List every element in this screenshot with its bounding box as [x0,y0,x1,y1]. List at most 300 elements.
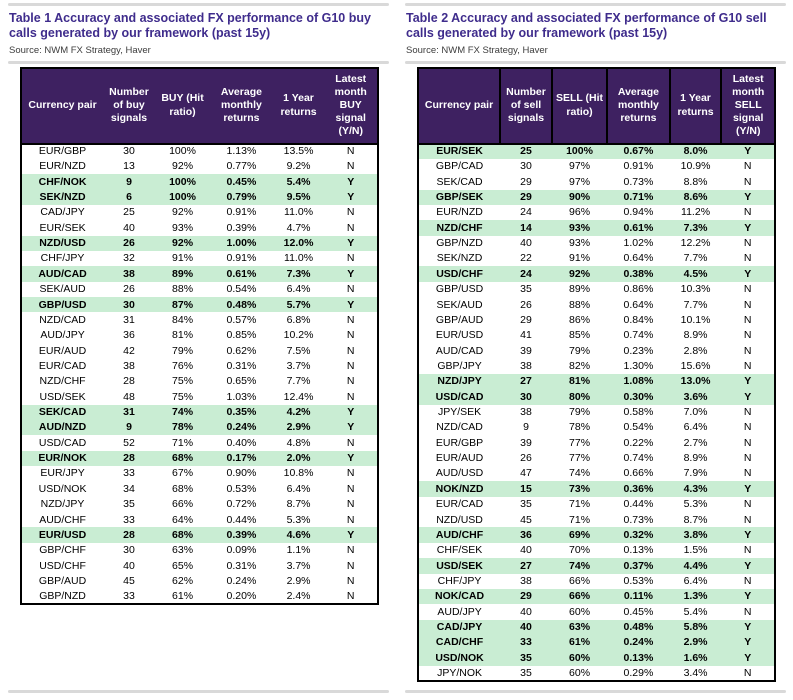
value-cell: 40 [520,237,532,250]
value-cell: 14 [520,221,532,234]
value-cell: 100% [169,175,196,188]
value-cell: 31 [123,313,135,326]
table-row [21,144,378,159]
value-cell: 40 [520,621,532,634]
value-cell: 5.8% [683,621,708,634]
value-cell: N [743,359,752,372]
value-cell: 11.0% [284,206,314,219]
value-cell: 9.5% [286,191,311,203]
value-cell: 0.13% [623,544,654,557]
value-cell: Y [744,559,752,572]
value-cell: 81% [172,329,194,342]
value-cell: 0.71% [623,191,654,203]
currency-pair-cell: CHF/NOK [38,175,87,188]
value-cell: 92% [172,237,194,250]
value-cell: 2.9% [286,421,311,434]
table-row [418,159,775,174]
value-cell: 81% [569,375,591,388]
value-cell: 8.6% [683,191,708,203]
value-cell: 0.77% [226,160,257,173]
value-cell: 0.67% [623,145,654,158]
value-cell: 89% [172,267,194,280]
value-cell: N [346,329,355,342]
value-cell: 1.6% [683,651,708,664]
currency-pair-cell: EUR/GBP [435,436,484,449]
table-row [418,343,775,358]
value-cell: N [743,406,752,419]
value-cell: 1.02% [623,237,654,250]
table-row [21,558,378,573]
value-cell: 88% [569,298,591,311]
value-cell: 96% [569,206,591,219]
currency-pair-cell: NZD/JPY [437,375,482,388]
value-cell: 38 [123,359,135,372]
value-cell: N [346,574,355,587]
value-cell: 0.74% [623,329,654,342]
value-cell: 33 [123,513,135,526]
value-cell: 6.4% [683,574,708,587]
value-cell: N [346,160,355,173]
value-cell: N [743,421,752,434]
value-cell: 5.7% [286,298,311,311]
currency-pair-cell: EUR/NZD [436,206,483,219]
column-header: Currency pair [21,68,103,144]
table-row [21,527,378,542]
value-cell: 41 [520,329,532,342]
value-cell: Y [347,237,355,250]
value-cell: 89% [569,283,591,296]
value-cell: 28 [123,375,135,388]
value-cell: 33 [520,636,532,649]
value-cell: 4.6% [286,528,311,541]
value-cell: 30 [520,160,532,173]
value-cell: Y [744,390,752,403]
value-cell: 22 [520,252,532,265]
currency-pair-cell: USD/CHF [39,559,86,572]
currency-pair-cell: CHF/JPY [437,574,482,587]
value-cell: 3.8% [683,528,708,541]
value-cell: 93% [569,237,591,250]
value-cell: 0.90% [226,467,257,480]
table-row [418,205,775,220]
value-cell: 35 [520,651,532,664]
value-cell: 15 [520,482,532,495]
table-row [418,420,775,435]
value-cell: N [743,283,752,296]
currency-pair-cell: GBP/AUD [38,574,87,587]
table-row [21,574,378,589]
value-cell: 3.7% [286,359,311,372]
value-cell: 0.74% [623,452,654,465]
table-row [418,543,775,558]
value-cell: 100% [169,191,196,203]
value-cell: 25 [123,206,135,219]
value-cell: 40 [520,605,532,618]
table-row [21,374,378,389]
value-cell: 61% [569,636,591,649]
value-cell: 80% [569,390,591,403]
value-cell: 40 [123,559,135,572]
value-cell: 1.03% [226,390,257,403]
currency-pair-cell: USD/NOK [38,482,87,495]
currency-pair-cell: GBP/SEK [435,191,484,203]
value-cell: 92% [172,206,194,219]
currency-pair-cell: NZD/USD [436,513,483,526]
table-row [418,174,775,189]
currency-pair-cell: SEK/NZD [436,252,483,265]
table-row [21,251,378,266]
value-cell: 3.7% [286,559,311,572]
currency-pair-cell: AUD/NZD [38,421,87,434]
currency-pair-cell: GBP/CHF [39,544,86,557]
currency-pair-cell: EUR/CAD [38,359,87,372]
value-cell: 5.4% [286,175,311,188]
value-cell: N [743,605,752,618]
column-header: 1 Year returns [670,68,722,144]
value-cell: 0.35% [226,406,257,419]
value-cell: 11.0% [284,252,314,265]
value-cell: Y [347,298,355,311]
table-row [21,420,378,435]
value-cell: 7.9% [683,467,708,480]
value-cell: 29 [520,175,532,188]
currency-pair-cell: USD/CAD [38,436,87,449]
value-cell: 2.8% [683,344,708,357]
currency-pair-cell: GBP/JPY [437,359,482,372]
value-cell: 1.00% [226,237,257,250]
value-cell: 10.9% [680,160,711,173]
table-row [21,282,378,297]
table-row [21,328,378,343]
value-cell: 74% [172,406,194,419]
table-row [418,589,775,604]
value-cell: 6.8% [286,313,311,326]
value-cell: 29 [520,590,532,603]
value-cell: 64% [172,513,194,526]
value-cell: 60% [569,666,591,679]
value-cell: 68% [172,452,194,465]
value-cell: N [743,175,752,188]
value-cell: N [743,252,752,265]
value-cell: 35 [520,283,532,296]
value-cell: 4.7% [286,221,311,234]
value-cell: 7.0% [683,406,708,419]
table-row [21,543,378,558]
value-cell: N [743,574,752,587]
table-row [21,481,378,496]
value-cell: 71% [172,436,194,449]
value-cell: N [743,666,752,679]
value-cell: Y [744,528,752,541]
table-row [21,236,378,251]
value-cell: 38 [123,267,135,280]
value-cell: 13.5% [283,145,314,158]
value-cell: N [346,589,355,602]
value-cell: 7.3% [683,221,708,234]
value-cell: 27 [520,375,532,388]
value-cell: 45 [123,574,135,587]
value-cell: 66% [569,574,591,587]
value-cell: 0.48% [623,621,654,634]
value-cell: N [346,252,355,265]
value-cell: Y [347,406,355,419]
value-cell: 34 [123,482,135,495]
value-cell: 0.53% [226,482,257,495]
value-cell: 38 [520,359,532,372]
value-cell: 84% [172,313,194,326]
currency-pair-cell: USD/NOK [435,651,484,664]
value-cell: 93% [569,221,591,234]
table-row [418,512,775,527]
value-cell: 29 [520,313,532,326]
value-cell: 92% [569,267,591,280]
value-cell: 0.91% [226,252,257,265]
value-cell: 0.61% [623,221,654,234]
value-cell: 11.2% [681,206,711,219]
value-cell: 0.45% [623,605,654,618]
value-cell: 8.9% [683,452,708,465]
value-cell: 74% [569,467,591,480]
value-cell: 78% [172,421,194,434]
value-cell: 68% [172,482,194,495]
currency-pair-cell: GBP/CAD [435,160,484,173]
table-row [418,190,775,205]
value-cell: 0.73% [623,175,654,188]
table-row [418,497,775,512]
value-cell: 66% [569,590,591,603]
table-row [418,312,775,327]
value-cell: N [346,359,355,372]
value-cell: 38 [520,574,532,587]
table-row [21,389,378,404]
value-cell: 0.85% [226,329,257,342]
value-cell: 15.6% [680,359,711,372]
currency-pair-cell: SEK/AUD [39,283,86,296]
value-cell: 7.3% [286,267,311,280]
table-row [21,220,378,235]
value-cell: 38 [520,406,532,419]
value-cell: 91% [569,252,591,265]
value-cell: 29 [520,191,532,203]
value-cell: 6.4% [683,421,708,434]
table-row [418,451,775,466]
value-cell: 0.17% [226,452,257,465]
currency-pair-cell: EUR/USD [435,329,484,342]
value-cell: 61% [172,589,194,602]
value-cell: N [743,467,752,480]
table-row [418,144,775,159]
value-cell: 9.2% [286,160,311,173]
currency-pair-cell: EUR/GBP [38,145,87,158]
value-cell: 30 [123,544,135,557]
value-cell: 1.5% [683,544,708,557]
currency-pair-cell: NZD/USD [39,237,86,250]
value-cell: 0.86% [623,283,654,296]
table-row [418,620,775,635]
value-cell: 0.44% [623,498,654,511]
currency-pair-cell: JPY/SEK [437,406,482,419]
currency-pair-cell: NZD/CHF [436,221,483,234]
column-header: SELL (Hit ratio) [552,68,607,144]
value-cell: Y [744,221,752,234]
value-cell: 77% [569,436,591,449]
value-cell: N [743,513,752,526]
value-cell: 0.30% [623,390,654,403]
currency-pair-cell: EUR/NOK [38,452,87,465]
table-row [418,374,775,389]
value-cell: 0.73% [623,513,654,526]
currency-pair-cell: EUR/CAD [435,498,484,511]
buy-calls-table-body [21,144,378,605]
value-cell: 30 [123,298,135,311]
value-cell: 70% [569,544,591,557]
table-row [21,435,378,450]
currency-pair-cell: GBP/USD [38,298,87,311]
value-cell: 79% [569,344,591,357]
value-cell: 74% [569,559,591,572]
value-cell: 0.38% [623,267,654,280]
value-cell: 13 [123,160,135,173]
currency-pair-cell: AUD/JPY [437,605,482,618]
value-cell: 0.11% [623,590,654,603]
value-cell: 24 [520,206,532,219]
value-cell: 7.7% [286,375,311,388]
buy-calls-table [20,67,379,606]
value-cell: N [743,329,752,342]
currency-pair-cell: EUR/AUD [435,452,484,465]
value-cell: 0.32% [623,528,654,541]
value-cell: 0.24% [226,574,257,587]
value-cell: N [743,313,752,326]
value-cell: Y [347,421,355,434]
value-cell: Y [744,590,752,603]
value-cell: 88% [172,283,194,296]
table-row [418,481,775,496]
value-cell: 5.3% [683,498,708,511]
value-cell: 0.31% [226,359,257,372]
value-cell: 0.22% [623,436,654,449]
currency-pair-cell: EUR/SEK [39,221,86,234]
table-row [21,266,378,281]
value-cell: 0.94% [623,206,654,219]
value-cell: 9 [126,175,132,188]
table-row [21,205,378,220]
table-row [21,159,378,174]
value-cell: 66% [172,498,194,511]
value-cell: 78% [569,421,591,434]
table-row [21,405,378,420]
value-cell: 9 [126,421,132,434]
value-cell: 77% [569,452,591,465]
value-cell: 5.4% [683,605,708,618]
value-cell: 0.39% [226,528,257,541]
value-cell: 25 [520,145,532,158]
value-cell: 4.8% [286,436,311,449]
table-row [418,650,775,665]
currency-pair-cell: SEK/NZD [39,191,86,203]
value-cell: 90% [569,191,591,203]
value-cell: N [743,160,752,173]
value-cell: 36 [520,528,532,541]
value-cell: Y [347,267,355,280]
value-cell: Y [744,482,752,495]
value-cell: 27 [520,559,532,572]
table-row [21,466,378,481]
table-row [418,435,775,450]
value-cell: 87% [172,298,194,311]
table-row [418,266,775,281]
value-cell: 67% [172,467,194,480]
sell-calls-table-header [418,68,775,144]
value-cell: Y [744,375,752,388]
value-cell: Y [744,145,752,158]
currency-pair-cell: CAD/JPY [40,206,85,219]
table-row [418,282,775,297]
value-cell: 63% [172,544,194,557]
value-cell: N [743,498,752,511]
currency-pair-cell: NOK/CAD [435,590,485,603]
value-cell: 0.84% [623,313,654,326]
value-cell: 24 [520,267,532,280]
value-cell: 0.72% [226,498,257,511]
mid-rule [405,61,786,64]
value-cell: 1.3% [683,590,708,603]
value-cell: 0.58% [623,406,654,419]
value-cell: 0.40% [226,436,257,449]
value-cell: 0.91% [226,206,257,219]
value-cell: 85% [569,329,591,342]
value-cell: N [346,513,355,526]
value-cell: Y [347,175,355,188]
value-cell: N [346,559,355,572]
value-cell: 32 [123,252,135,265]
top-rule [8,3,389,6]
value-cell: 26 [520,298,532,311]
currency-pair-cell: CAD/JPY [436,621,483,634]
value-cell: 0.53% [623,574,654,587]
value-cell: 100% [169,145,196,158]
column-header: Number of buy signals [103,68,155,144]
currency-pair-cell: AUD/CHF [435,528,484,541]
value-cell: 12.4% [283,390,314,403]
value-cell: N [346,375,355,388]
value-cell: 12.2% [680,237,711,250]
value-cell: 0.64% [623,252,654,265]
table-row [21,451,378,466]
value-cell: 0.20% [226,589,257,602]
value-cell: 86% [569,313,591,326]
value-cell: 0.36% [623,482,654,495]
value-cell: Y [744,191,752,203]
value-cell: 60% [569,651,591,664]
value-cell: 97% [569,175,591,188]
table-row [21,297,378,312]
currency-pair-cell: EUR/USD [38,528,87,541]
value-cell: 0.24% [623,636,654,649]
value-cell: 6.4% [286,283,311,296]
value-cell: N [743,237,752,250]
table-row [21,512,378,527]
value-cell: 8.8% [683,175,708,188]
column-header: Currency pair [418,68,500,144]
value-cell: N [346,390,355,403]
value-cell: 33 [123,467,135,480]
currency-pair-cell: USD/SEK [39,390,86,403]
currency-pair-cell: CAD/CHF [435,636,484,649]
value-cell: 2.4% [286,589,311,602]
value-cell: 7.5% [286,344,311,357]
value-cell: 92% [172,160,194,173]
